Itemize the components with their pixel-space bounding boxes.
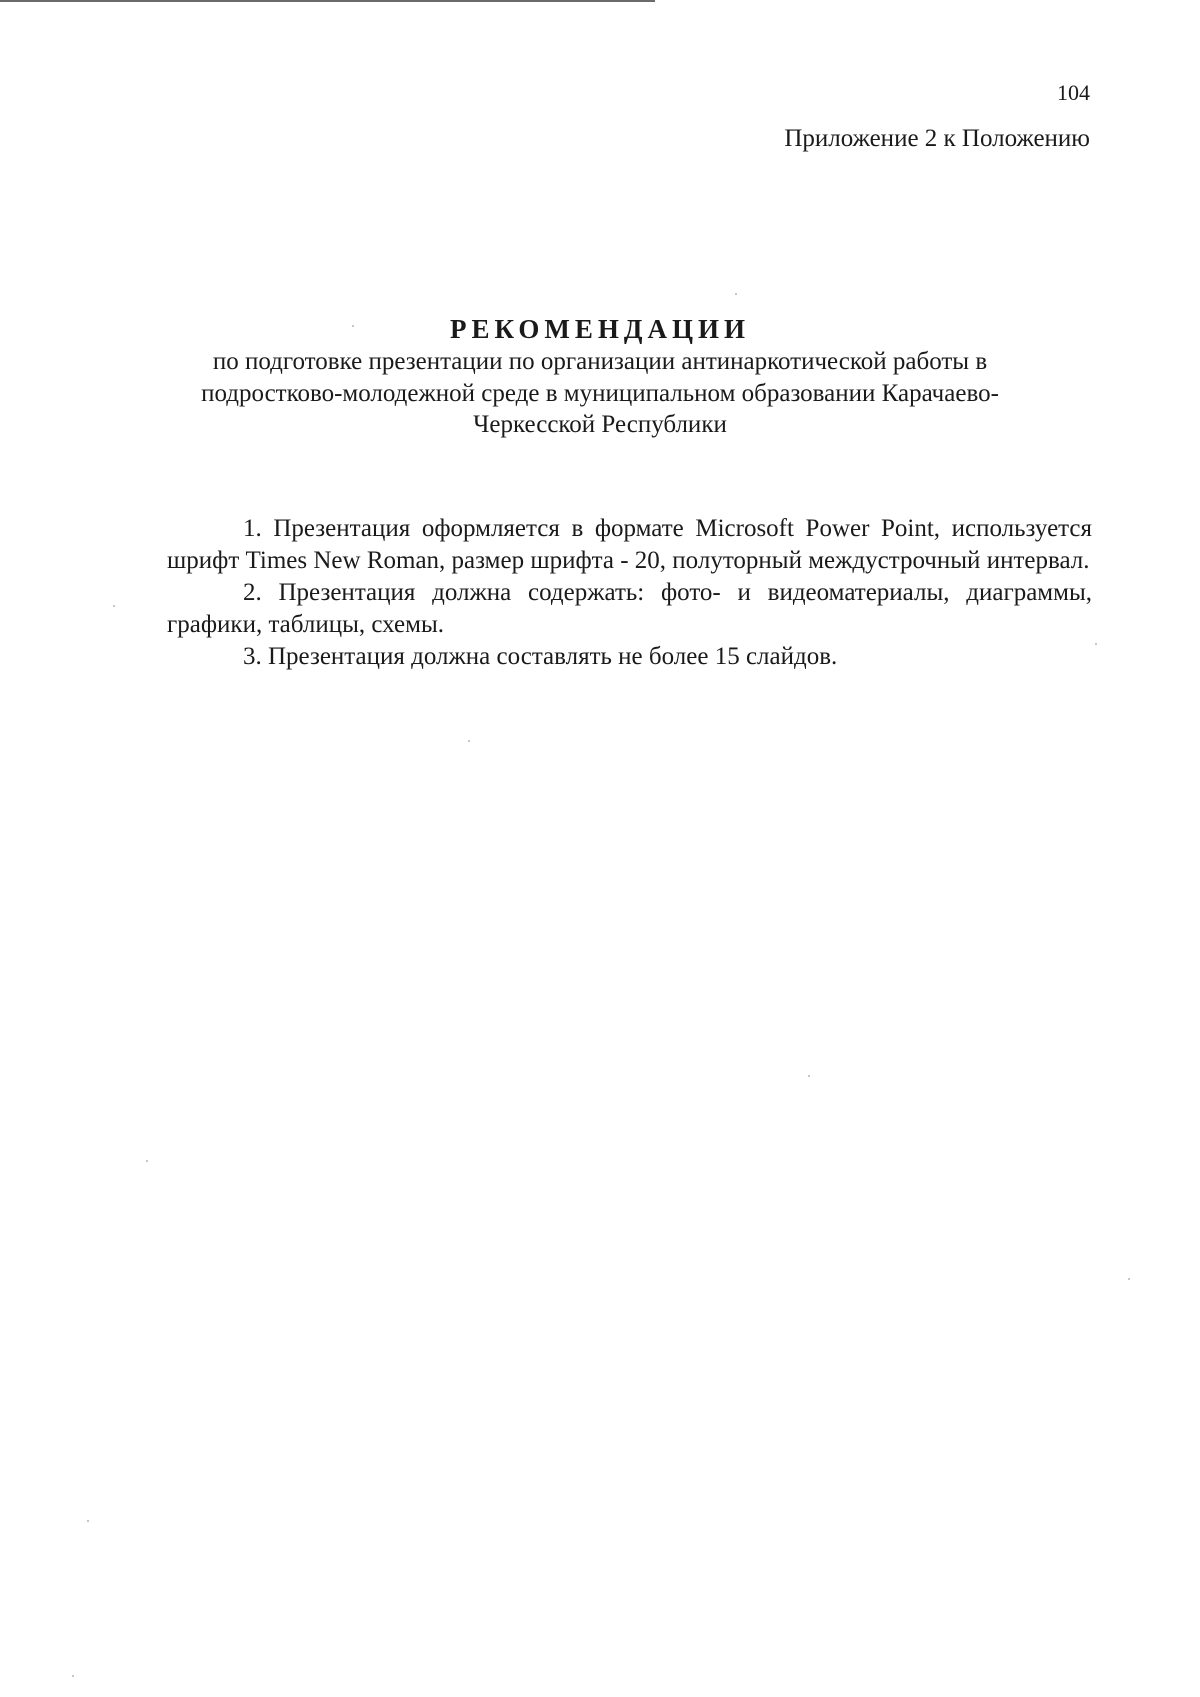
page-number: 104	[1057, 80, 1090, 105]
recommendation-item: 1. Презентация оформляется в формате Microsoft Power Point, используется шрифт Times New Roman, размер шрифта - 20, полуторный междустрочный интервал.	[167, 515, 1092, 574]
scan-speck	[113, 605, 115, 607]
scan-speck	[87, 1520, 89, 1522]
scan-speck	[352, 325, 354, 327]
scan-speck	[1095, 643, 1097, 645]
title-block	[180, 312, 1020, 441]
scan-speck	[72, 1675, 74, 1677]
recommendation-item: 2. Презентация должна содержать: фото- и видеоматериалы, диаграммы, графики, таблицы, схемы.	[167, 579, 1092, 638]
appendix-note: Приложение 2 к Положению	[784, 125, 1090, 152]
scan-edge-line	[0, 0, 655, 2]
recommendation-list	[167, 513, 1092, 673]
recommendation-item: 3. Презентация должна составлять не более 15 слайдов.	[243, 643, 838, 670]
document-title: РЕКОМЕНДАЦИИ	[450, 314, 750, 344]
scan-speck	[808, 1075, 810, 1077]
scan-speck	[146, 1160, 148, 1162]
scan-speck	[735, 293, 737, 295]
document-subtitle: по подготовке презентации по организации антинаркотической работы в подростково-молодежной среде в муниципальном образовании Карачаево-Черкесской Республики	[201, 348, 999, 438]
scan-speck	[468, 740, 470, 742]
scan-speck	[1128, 1278, 1130, 1280]
